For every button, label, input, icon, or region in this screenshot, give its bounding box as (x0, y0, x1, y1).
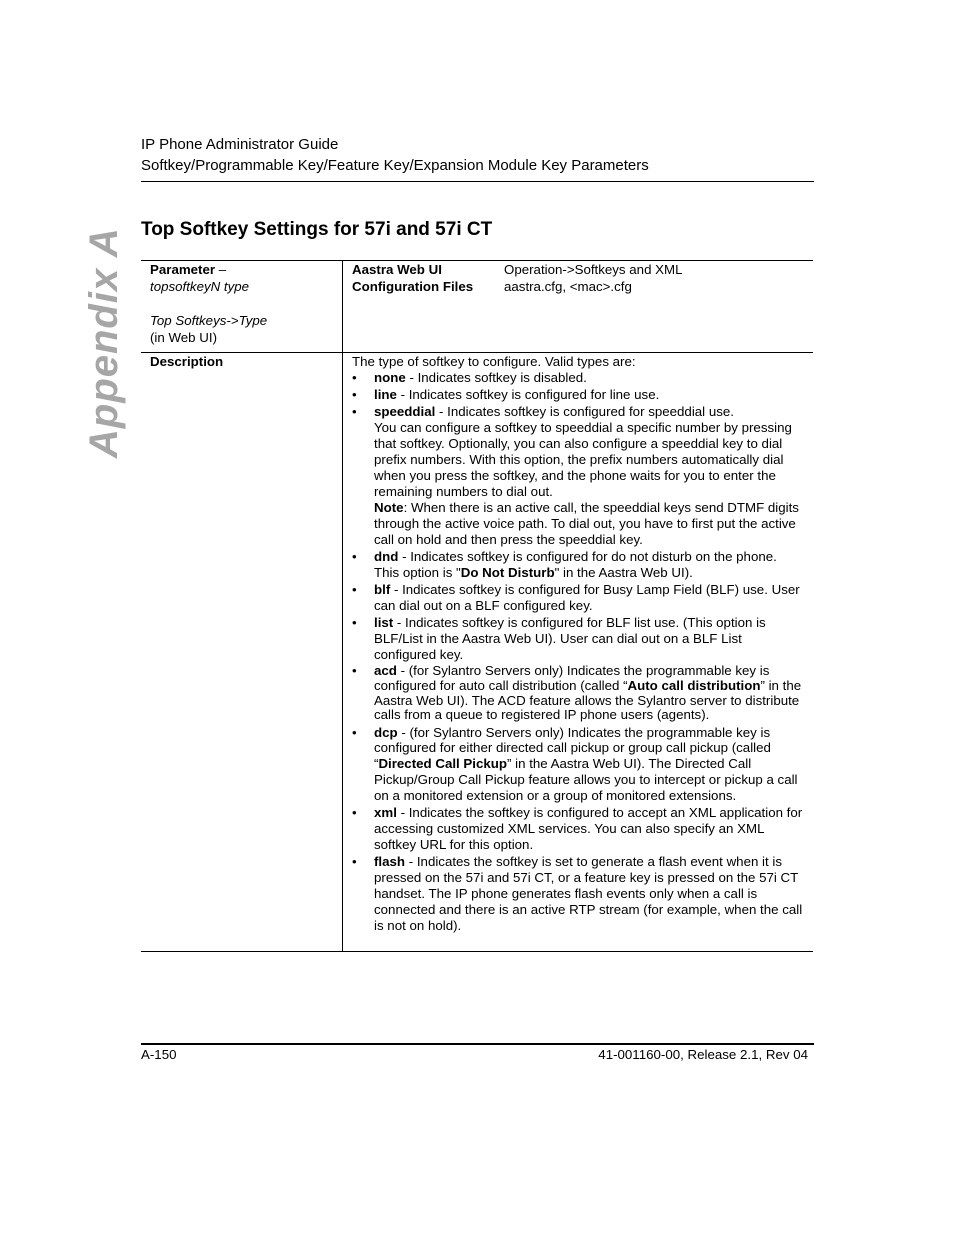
list-item (352, 387, 804, 403)
config-files-value: aastra.cfg, <mac>.cfg (504, 279, 632, 294)
aastra-web-ui-label: Aastra Web UI (352, 262, 442, 277)
section-title: Top Softkey Settings for 57i and 57i CT (141, 219, 493, 240)
item-text: - (for Sylantro Servers only) Indicates the programmable key is configured for auto call distribution (called “ (374, 663, 770, 693)
parameter-label: Parameter (150, 262, 216, 277)
item-text: - Indicates softkey is disabled. (405, 370, 587, 385)
bullet-icon: • (352, 581, 357, 597)
list-item (352, 615, 804, 663)
item-term: xml (374, 805, 397, 821)
bullet-icon: • (352, 548, 357, 564)
table-bottom-rule (141, 951, 813, 952)
header-subtitle: Softkey/Programmable Key/Feature Key/Expansion Module Key Parameters (141, 157, 649, 174)
aastra-web-ui-value: Operation->Softkeys and XML (504, 262, 683, 277)
item-text: - Indicates the softkey is configured to accept an XML application for accessing customized XML services. You can also specify an XML softkey URL for this option. (374, 805, 803, 853)
parameter-dash: – (215, 262, 227, 277)
item-term: blf (374, 581, 391, 597)
list-item (352, 805, 804, 853)
header-divider (141, 181, 814, 182)
bullet-icon: • (352, 805, 357, 821)
bullet-icon: • (352, 615, 357, 631)
appendix-side-label: Appendix A (82, 227, 126, 458)
list-item (352, 549, 804, 581)
parameter-cell (150, 261, 267, 346)
item-text: - Indicates softkey is configured for speeddial use. (435, 404, 734, 420)
item-note (374, 500, 804, 548)
item-text: - Indicates softkey is configured for line use. (396, 387, 660, 403)
footer-divider (141, 1043, 814, 1045)
description-intro: The type of softkey to configure. Valid types are: (352, 354, 636, 369)
item-term: dnd (374, 548, 399, 564)
list-item (352, 854, 804, 934)
config-files-label: Configuration Files (352, 279, 474, 294)
item-text-secondary: " in the Aastra Web UI). (554, 564, 693, 580)
item-text: - Indicates softkey is configured for BLF list use. (This option is BLF/List in the Aastra Web UI). User can dial out on a BLF List configured key. (374, 615, 766, 662)
aastra-config-values (504, 261, 683, 295)
header-title: IP Phone Administrator Guide (141, 136, 339, 153)
item-term: acd (374, 663, 397, 679)
bullet-icon: • (352, 724, 357, 740)
parameter-webui-note: (in Web UI) (150, 330, 217, 345)
item-text: - Indicates softkey is configured for Busy Lamp Field (BLF) use. User can dial out on a BLF configured key. (374, 581, 800, 613)
list-item (352, 664, 804, 723)
item-term-secondary: Directed Call Pickup (378, 756, 508, 772)
item-term: dcp (374, 724, 398, 740)
list-item (352, 404, 804, 547)
table-column-divider (342, 260, 343, 952)
item-term: flash (374, 854, 406, 870)
list-item (352, 725, 804, 805)
item-term: line (374, 387, 397, 403)
bullet-icon: • (352, 387, 357, 403)
item-text: - Indicates the softkey is set to generate a flash event when it is pressed on the 57i and 57i CT, or a feature key is pressed on the 57i CT handset. The IP phone generates flash events only when a call is connected and there is an active RTP stream (for example, when the call is not on hold). (374, 854, 803, 934)
description-label: Description (150, 354, 224, 369)
aastra-config-labels (352, 261, 473, 295)
item-term-secondary: Do Not Disturb (460, 564, 555, 580)
note-label: Note (374, 499, 404, 515)
parameter-webui-path: Top Softkeys->Type (150, 313, 268, 328)
softkey-type-list (352, 370, 804, 935)
item-term: list (374, 615, 394, 631)
parameter-name: topsoftkeyN type (150, 279, 250, 294)
list-item (352, 370, 804, 386)
note-text: : When there is an active call, the speeddial keys send DTMF digits through the active voice path. To dial out, you have to first put the active call on hold and then press the speeddial key. (374, 499, 799, 547)
bullet-icon: • (352, 370, 357, 385)
list-item (352, 582, 804, 614)
item-extra: You can configure a softkey to speeddial a specific number by pressing that softkey. Optionally, you can also configure a speeddial key to dial prefix numbers. With this option, the prefix numbers automatically dial when you press the softkey, and the phone waits for you to enter the remaining numbers to dial out. (374, 420, 792, 499)
bullet-icon: • (352, 404, 357, 420)
item-text: - (for Sylantro Servers only) Indicates the programmable key is configured for either directed call pickup or group call pickup (called “ (374, 724, 771, 772)
item-term: none (374, 370, 406, 385)
item-term-secondary: Auto call distribution (627, 677, 761, 693)
bullet-icon: • (352, 854, 357, 870)
document-id: 41-001160-00, Release 2.1, Rev 04 (598, 1047, 808, 1062)
item-text-secondary: ” in the Aastra Web UI). The ACD feature allows the Sylantro server to distribute calls from a queue to registered IP phone users (agents). (374, 677, 802, 723)
bullet-icon: • (352, 663, 357, 679)
page-number: A-150 (141, 1047, 177, 1062)
item-term: speeddial (374, 404, 436, 420)
item-text-secondary: ” in the Aastra Web UI). The Directed Call Pickup/Group Call Pickup feature allows you to intercept or pickup a call on a monitored extension or a group of monitored extensions. (374, 756, 798, 804)
item-text: - Indicates softkey is configured for do not disturb on the phone. This option is " (374, 548, 777, 580)
